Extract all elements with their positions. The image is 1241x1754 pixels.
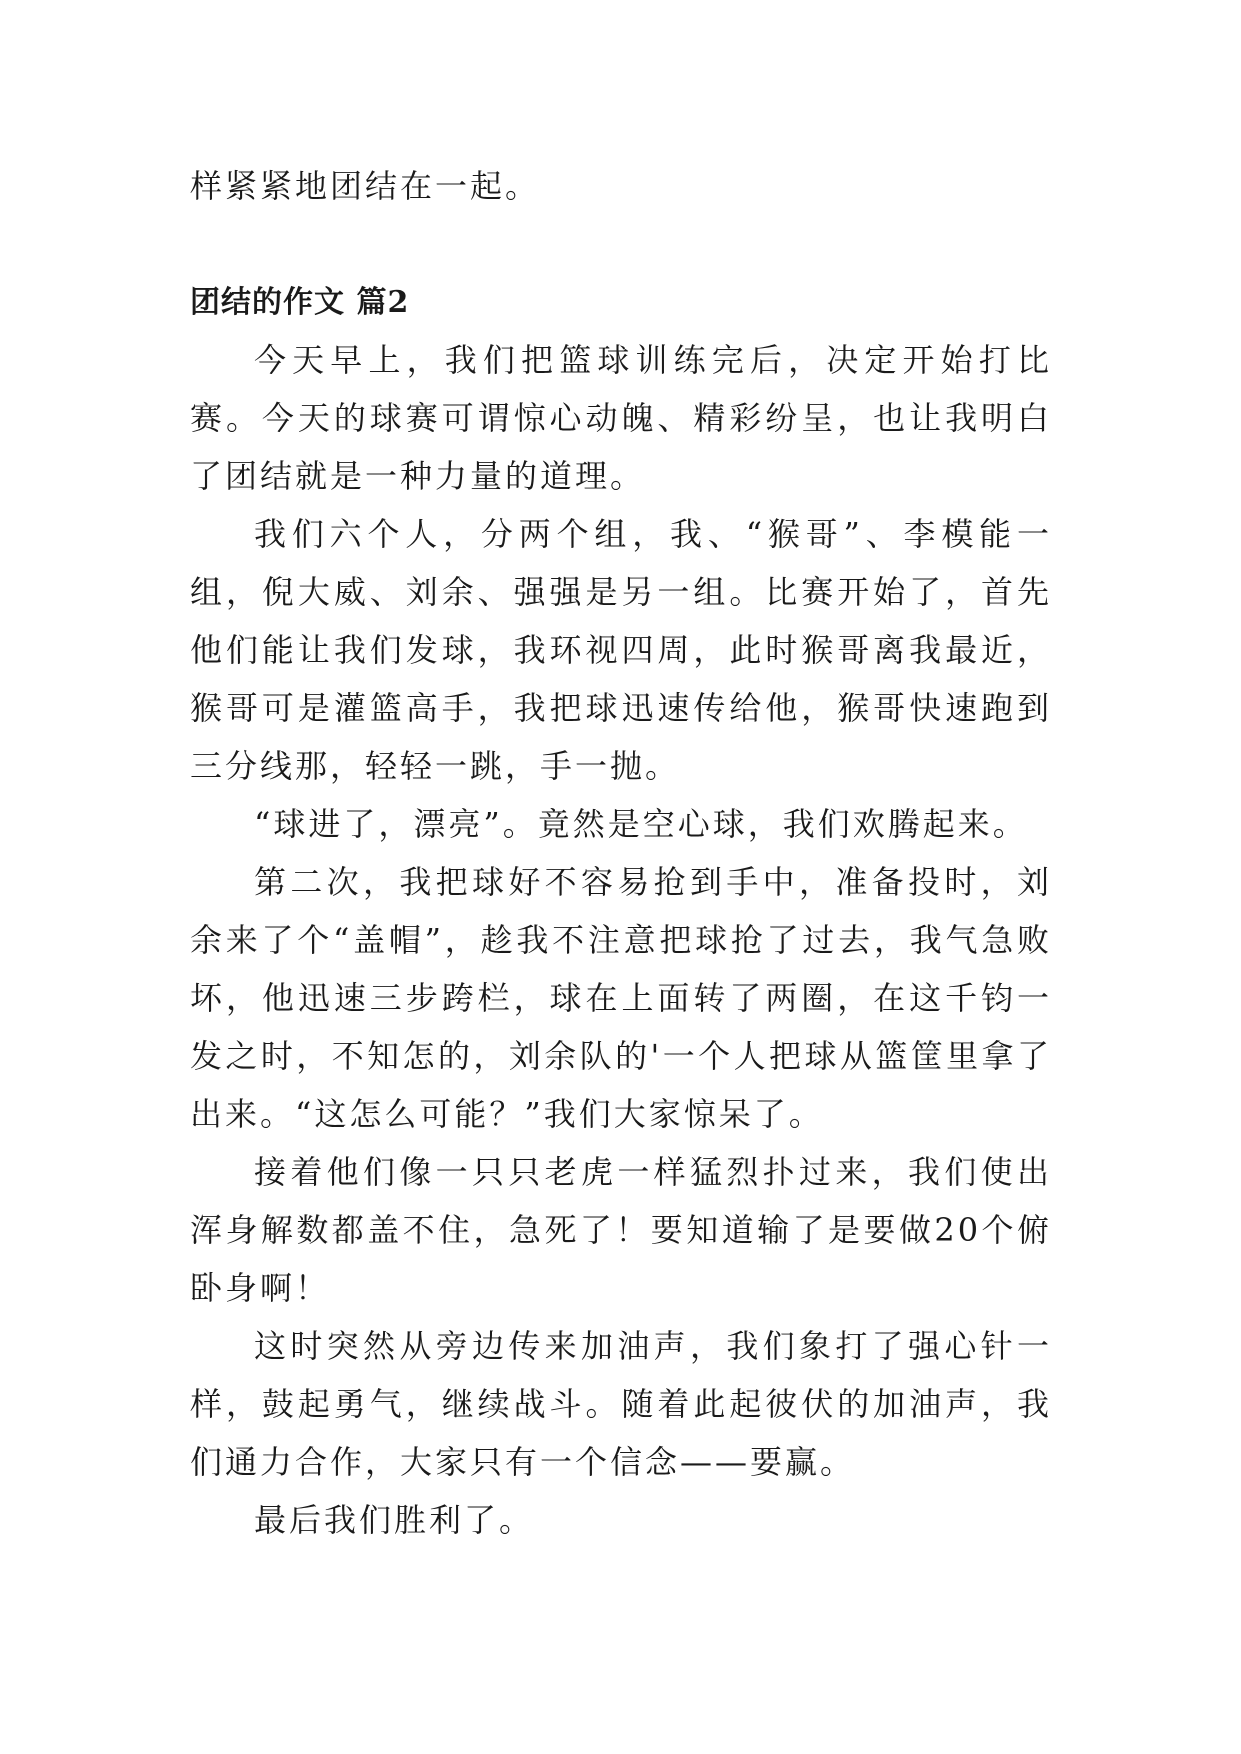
- carry-over-line: 样紧紧地团结在一起。: [190, 167, 541, 205]
- paragraph: 接着他们像一只只老虎一样猛烈扑过来，我们使出浑身解数都盖不住，急死了！要知道输了是要做20个俯卧身啊！: [190, 1153, 1052, 1307]
- essay-body: [190, 331, 1052, 1549]
- paragraph: 今天早上，我们把篮球训练完后，决定开始打比赛。今天的球赛可谓惊心动魄、精彩纷呈，也让我明白了团结就是一种力量的道理。: [190, 341, 1052, 495]
- paragraph: 这时突然从旁边传来加油声，我们象打了强心针一样，鼓起勇气，继续战斗。随着此起彼伏的加油声，我们通力合作，大家只有一个信念——要赢。: [190, 1327, 1052, 1481]
- paragraph: 我们六个人，分两个组，我、“猴哥”、李模能一组，倪大威、刘余、强强是另一组。比赛开始了，首先他们能让我们发球，我环视四周，此时猴哥离我最近，猴哥可是灌篮高手，我把球迅速传给他，猴哥快速跑到三分线那，轻轻一跳，手一抛。: [190, 515, 1052, 785]
- paragraph: “球进了，漂亮”。竟然是空心球，我们欢腾起来。: [254, 805, 1028, 843]
- paragraph: 第二次，我把球好不容易抢到手中，准备投时，刘余来了个“盖帽”，趁我不注意把球抢了过去，我气急败坏，他迅速三步跨栏，球在上面转了两圈，在这千钧一发之时，不知怎的，刘余队的'一个人把球从篮筐里拿了出来。“这怎么可能？”我们大家惊呆了。: [190, 863, 1052, 1133]
- section-title: 团结的作文 篇2: [190, 285, 410, 320]
- paragraph: 最后我们胜利了。: [254, 1501, 535, 1539]
